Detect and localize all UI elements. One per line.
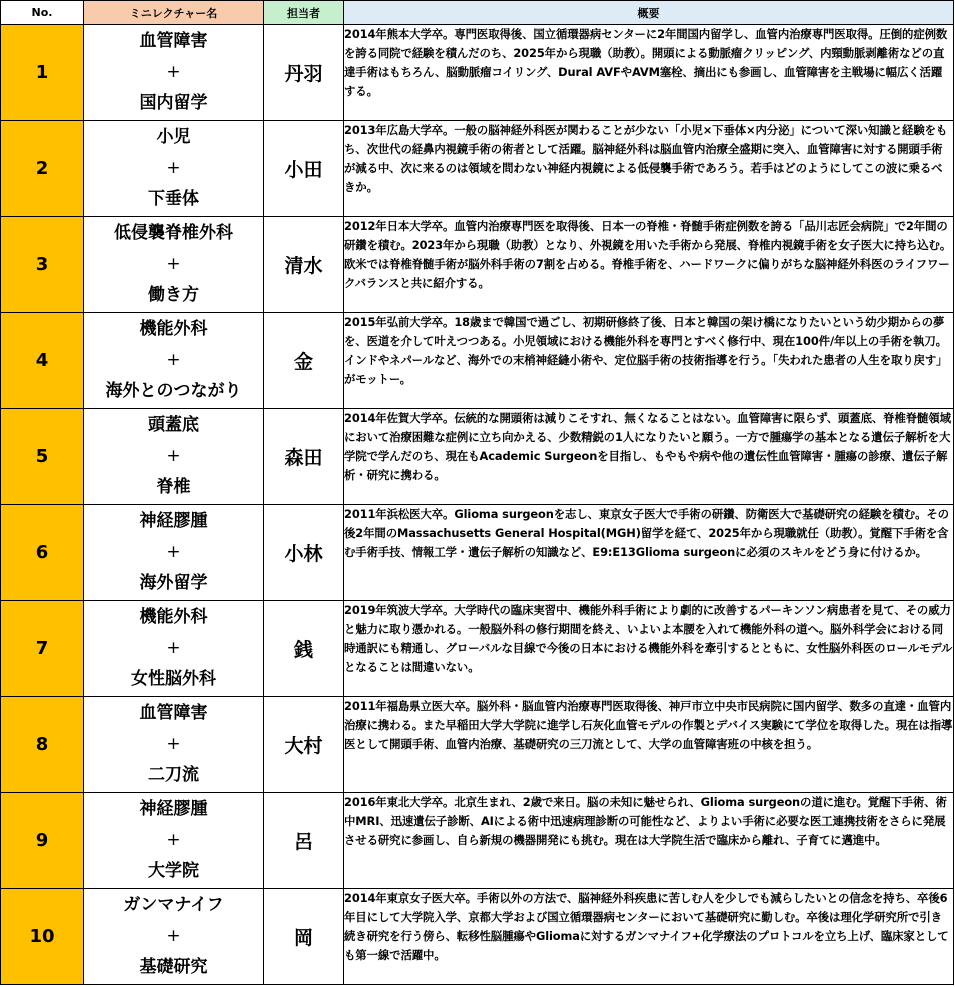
lecture-name xyxy=(84,601,264,697)
plus-sign: + xyxy=(166,446,181,466)
lecture-name xyxy=(84,889,264,985)
plus-sign: + xyxy=(166,62,181,82)
summary-cell xyxy=(344,409,954,505)
header-row xyxy=(1,1,954,25)
lecture-topic-2: 基礎研究 xyxy=(139,957,208,977)
summary-text: 2014年東京女子医大卒。手術以外の方法で、脳神経外科疾患に苦しむ人を少しでも減らしたいとの信念を持ち、卒後6年目にして大学院入学、京都大学および国立循環器病センターにおいて基礎研究に勤しむ。卒後は理化学研究所で引き続き研究を行う傍ら、転移性脳腫瘍やGliomaに対するガンマナイフ+化学療法のプロトコルを立ち上げ、臨床家としても第一線で活躍中。 xyxy=(344,891,949,962)
lecture-topic-1: 機能外科 xyxy=(139,319,208,339)
summary-text: 2014年佐賀大学卒。伝統的な開頭術は減りこそすれ、無くなることはない。血管障害に限らず、頭蓋底、脊椎脊髄領域において治療困難な症例に立ち向かえる、少数精鋭の1人になりたいと願う。一方で腫瘍学の基本となる遺伝子解析を大学院で学んだのち、現在もAcademic Surgeonを目指し、もやもや病や他の遺伝性血管障害・腫瘍の診療、遺伝子解析・研究に携わる。 xyxy=(344,411,951,482)
person-name: 森田 xyxy=(264,409,344,505)
lecture-name xyxy=(84,25,264,121)
lecture-topic-1: 小児 xyxy=(156,127,191,147)
plus-sign: + xyxy=(166,638,181,658)
person-name: 銭 xyxy=(264,601,344,697)
lecture-name xyxy=(84,409,264,505)
lecture-topic-2: 大学院 xyxy=(148,861,199,881)
row-number: 9 xyxy=(1,793,84,889)
lecture-topic-2: 脊椎 xyxy=(156,477,191,497)
row-number: 10 xyxy=(1,889,84,985)
table-row xyxy=(1,217,954,313)
lecture-name xyxy=(84,697,264,793)
lecture-topic-2: 二刀流 xyxy=(148,765,199,785)
plus-sign: + xyxy=(166,350,181,370)
lecture-topic-2: 女性脳外科 xyxy=(131,669,216,689)
lecture-topic-1: 血管障害 xyxy=(139,31,208,51)
plus-sign: + xyxy=(166,830,181,850)
lecture-name xyxy=(84,217,264,313)
row-number: 2 xyxy=(1,121,84,217)
header-summary: 概要 xyxy=(344,1,954,25)
table-row xyxy=(1,121,954,217)
table-row xyxy=(1,793,954,889)
summary-cell xyxy=(344,505,954,601)
table-row xyxy=(1,889,954,985)
plus-sign: + xyxy=(166,158,181,178)
lecture-topic-1: 頭蓋底 xyxy=(148,415,199,435)
summary-cell xyxy=(344,313,954,409)
summary-text: 2011年福島県立医大卒。脳外科・脳血管内治療専門医取得後、神戸市立中央市民病院に国内留学、数多の直達・血管内治療に携わる。また早稲田大学大学院に進学し石灰化血管モデルの作製とデバイス実験にて学位を取得した。現在は指導医として開頭手術、血管内治療、基礎研究の三刀流として、大学の血管障害班の中核を担う。 xyxy=(344,699,953,751)
summary-text: 2019年筑波大学卒。大学時代の臨床実習中、機能外科手術により劇的に改善するパーキンソン病患者を見て、その威力と魅力に取り憑かれる。一般脳外科の修行期間を終え、いよいよ本腰を入れて機能外科の道へ。脳外科学会における同時通訳にも精通し、グローバルな目線で今後の日本における機能外科を牽引するとともに、女性脳外科医のロールモデルとなることは間違いない。 xyxy=(344,603,953,674)
lecture-topic-2: 海外とのつながり xyxy=(105,381,242,401)
lecture-topic-1: 神経膠腫 xyxy=(139,511,208,531)
summary-cell xyxy=(344,121,954,217)
row-number: 7 xyxy=(1,601,84,697)
plus-sign: + xyxy=(166,542,181,562)
person-name: 呂 xyxy=(264,793,344,889)
header-no: No. xyxy=(1,1,84,25)
row-number: 6 xyxy=(1,505,84,601)
plus-sign: + xyxy=(166,254,181,274)
lecture-name xyxy=(84,793,264,889)
person-name: 丹羽 xyxy=(264,25,344,121)
summary-cell xyxy=(344,793,954,889)
person-name: 小田 xyxy=(264,121,344,217)
summary-text: 2014年熊本大学卒。専門医取得後、国立循環器病センターに2年間国内留学し、血管内治療専門医取得。圧倒的症例数を誇る同院で経験を積んだのち、2025年から現職（助教）。開頭による動脈瘤クリッピング、内頸動脈剥離術などの直達手術はもちろん、脳動脈瘤コイリング、Dural AVFやAVM塞栓、摘出にも参画し、血管障害を主戦場に幅広く活躍する。 xyxy=(344,27,948,98)
lecture-topic-1: ガンマナイフ xyxy=(123,895,224,915)
summary-cell xyxy=(344,601,954,697)
lecture-topic-2: 働き方 xyxy=(148,285,199,305)
plus-sign: + xyxy=(166,926,181,946)
person-name: 金 xyxy=(264,313,344,409)
lecture-topic-1: 低侵襲脊椎外科 xyxy=(114,223,233,243)
summary-text: 2015年弘前大学卒。18歳まで韓国で過ごし、初期研修終了後、日本と韓国の架け橋になりたいという幼少期からの夢を、医道を介して叶えつつある。小児領域における機能外科を専門とすべく修行中、現在100件/年以上の手術を執刀。インドやネパールなど、海外での末梢神経縫小術や、定位脳手術の技術指導を行う。「失われた患者の人生を取り戻す」がモットー。 xyxy=(344,315,948,386)
table-row xyxy=(1,505,954,601)
table-row xyxy=(1,313,954,409)
person-name: 小林 xyxy=(264,505,344,601)
lecture-topic-1: 血管障害 xyxy=(139,703,208,723)
row-number: 4 xyxy=(1,313,84,409)
lecture-name xyxy=(84,313,264,409)
table-row xyxy=(1,409,954,505)
summary-text: 2013年広島大学卒。一般の脳神経外科医が関わることが少ない「小児×下垂体×内分泌」について深い知識と経験をもち、次世代の経鼻内視鏡手術の術者として活躍。脳神経外科は脳血管内治療全盛期に突入、血管障害に対する開頭手術が減る中、次に来るのは領域を問わない神経内視鏡による低侵襲手術であろう。若手はどのようにしてこの波に乗るべきか。 xyxy=(344,123,948,194)
summary-text: 2012年日本大学卒。血管内治療専門医を取得後、日本一の脊椎・脊髄手術症例数を誇る「品川志匠会病院」で2年間の研鑽を積む。2023年から現職（助教）となり、外視鏡を用いた手術から発展、脊椎内視鏡手術を女子医大に持ち込む。欧米では脊椎脊髄手術が脳外科手術の7割を占める。脊椎手術を、ハードワークに偏りがちな脳神経外科医のライフワークバランスと共に紹介する。 xyxy=(344,219,952,290)
lecture-name xyxy=(84,121,264,217)
lecture-topic-2: 下垂体 xyxy=(148,189,199,209)
row-number: 5 xyxy=(1,409,84,505)
table-row xyxy=(1,601,954,697)
person-name: 大村 xyxy=(264,697,344,793)
header-lecture-name: ミニレクチャー名 xyxy=(84,1,264,25)
person-name: 清水 xyxy=(264,217,344,313)
lecture-topic-1: 神経膠腫 xyxy=(139,799,208,819)
plus-sign: + xyxy=(166,734,181,754)
lecture-topic-2: 国内留学 xyxy=(139,93,208,113)
summary-text: 2016年東北大学卒。北京生まれ、2歳で来日。脳の未知に魅せられ、Glioma surgeonの道に進む。覚醒下手術、術中MRI、迅速遺伝子診断、AIによる術中迅速病理診断の可能性など、よりよい手術に必要な医工連携技術をさらに発展させる研究に参画し、自ら新規の機器開発にも挑む。現在は大学院生活で臨床から離れ、子育てに邁進中。 xyxy=(344,795,947,847)
person-name: 岡 xyxy=(264,889,344,985)
lecture-topic-2: 海外留学 xyxy=(139,573,208,593)
table-row xyxy=(1,697,954,793)
lecture-topic-1: 機能外科 xyxy=(139,607,208,627)
row-number: 8 xyxy=(1,697,84,793)
summary-cell xyxy=(344,889,954,985)
row-number: 1 xyxy=(1,25,84,121)
table-row xyxy=(1,25,954,121)
header-person: 担当者 xyxy=(264,1,344,25)
summary-cell xyxy=(344,25,954,121)
summary-cell xyxy=(344,697,954,793)
row-number: 3 xyxy=(1,217,84,313)
summary-text: 2011年浜松医大卒。Glioma surgeonを志し、東京女子医大で手術の研鑽、防衛医大で基礎研究の経験を積む。その後2年間のMassachusetts General Hospital(MGH)留学を経て、2025年から現職就任（助教）。覚醒下手術を含む手術手技、情報工学・遺伝子解析の知識など、E9:E13Glioma surgeonに必須のスキルをどう身に付けるか。 xyxy=(344,507,949,559)
lecture-name xyxy=(84,505,264,601)
summary-cell xyxy=(344,217,954,313)
